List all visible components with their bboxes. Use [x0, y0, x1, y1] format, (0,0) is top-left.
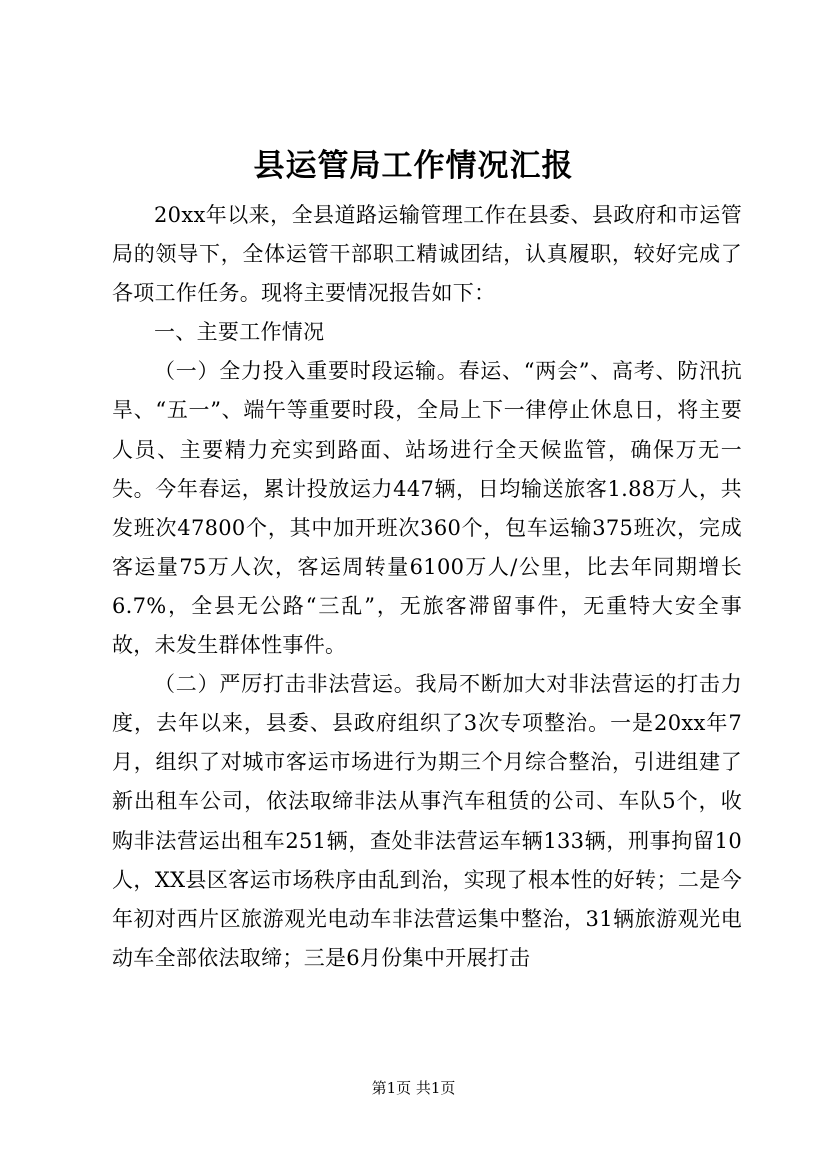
paragraph-section-1: （一）全力投入重要时段运输。春运、“两会”、高考、防汛抗旱、“五一”、端午等重要时段，全局上下一律停止休息日，将主要人员、主要精力充实到路面、站场进行全天候监管，确保万无一失。今年春运，累计投放运力447辆，日均输送旅客1.88万人，共发班次47800个，其中加开班次360个，包车运输375班次，完成客运量75万人次，客运周转量6100万人/公里，比去年同期增长6.7%，全县无公路“三乱”，无旅客滞留事件，无重特大安全事故，未发生群体性事件。 [112, 359, 742, 658]
paragraph-intro: 20xx年以来，全县道路运输管理工作在县委、县政府和市运管局的领导下，全体运管干部职工精诚团结，认真履职，较好完成了各项工作任务。现将主要情况报告如下： [112, 203, 742, 306]
section-heading: 一、主要工作情况 [154, 320, 325, 345]
paragraph-section-2: （二）严厉打击非法营运。我局不断加大对非法营运的打击力度，去年以来，县委、县政府组织了3次专项整治。一是20xx年7月，组织了对城市客运市场进行为期三个月综合整治，引进组建了新出租车公司，依法取缔非法从事汽车租赁的公司、车队5个，收购非法营运出租车251辆，查处非法营运车辆133辆，刑事拘留10人，XX县区客运市场秩序由乱到治，实现了根本性的好转；二是今年初对西片区旅游观光电动车非法营运集中整治，31辆旅游观光电动车全部依法取缔；三是6月份集中开展打击 [112, 672, 742, 970]
page-footer: 第1页 共1页 [371, 1079, 456, 1097]
document-title: 县运管局工作情况汇报 [253, 148, 574, 184]
document-body [112, 196, 742, 978]
